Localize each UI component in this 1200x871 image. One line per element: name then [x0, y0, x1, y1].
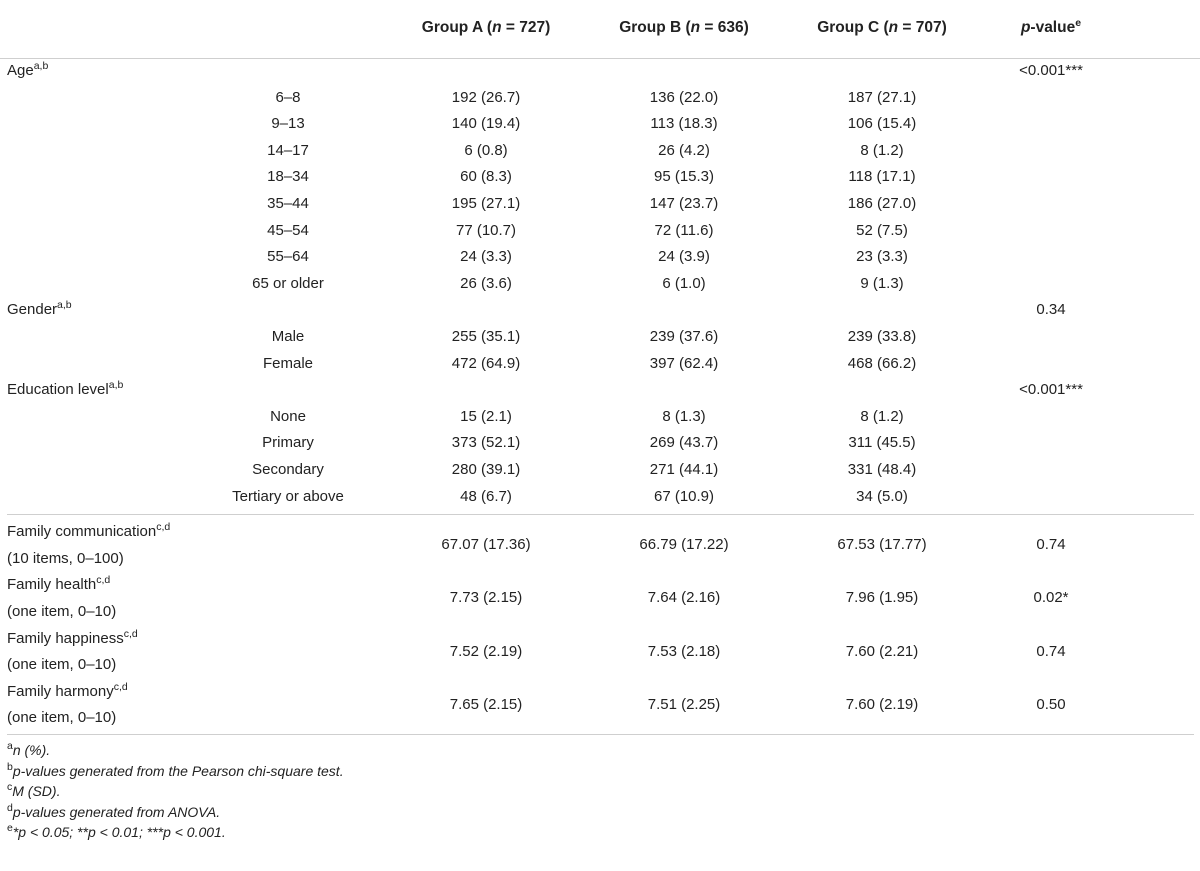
footnote: [7, 742, 50, 758]
footnote-text: n (%).: [12, 742, 51, 758]
measure-scale-note: (one item, 0–10): [7, 602, 117, 620]
subcategory-label: 14–17: [267, 141, 309, 159]
category-row: [0, 377, 1200, 404]
group-a-cell: 60 (8.3): [460, 168, 512, 186]
group-a-cell: 192 (26.7): [451, 88, 521, 106]
group-c-cell: 7.60 (2.19): [845, 695, 919, 713]
table-row: [0, 457, 1200, 484]
table-row: [0, 218, 1200, 245]
group-c-cell: 7.60 (2.21): [845, 642, 919, 660]
group-b-cell: 271 (44.1): [649, 461, 719, 478]
group-c-cell: 34 (5.0): [856, 487, 908, 505]
group-a-cell: 7.65 (2.15): [449, 695, 523, 713]
group-c-cell: 106 (15.4): [847, 115, 917, 133]
measure-label-text: Family communication: [7, 523, 157, 541]
category-label: [7, 381, 123, 398]
measure-values: [0, 692, 1200, 719]
footnote-text: M (SD).: [12, 783, 61, 799]
measure-row: [0, 572, 1200, 620]
header-p-value: p-value$^e$: [1020, 17, 1082, 36]
group-a-cell: 15 (2.1): [460, 407, 512, 425]
group-b-cell: 72 (11.6): [654, 221, 714, 239]
measure-values: [0, 639, 1200, 666]
group-c-cell: 67.53 (17.77): [837, 536, 927, 554]
group-b-cell: 26 (4.2): [658, 141, 710, 159]
p-value-cell: 0.74: [1036, 536, 1066, 554]
measure-values: [0, 532, 1200, 559]
p-value-cell: 0.02*: [1033, 589, 1069, 607]
group-c-cell: 186 (27.0): [847, 195, 917, 212]
group-b-cell: 66.79 (17.22): [639, 536, 729, 554]
group-a-cell: 195 (27.1): [451, 195, 521, 212]
group-a-cell: 67.07 (17.36): [441, 536, 531, 554]
group-b-cell: 95 (15.3): [653, 168, 715, 186]
group-a-cell: 7.73 (2.15): [449, 589, 523, 607]
table-row: [0, 324, 1200, 351]
section-divider: [7, 514, 1194, 515]
group-a-cell: 255 (35.1): [451, 328, 521, 345]
group-b-cell: 67 (10.9): [653, 487, 715, 505]
group-b-cell: 7.64 (2.16): [647, 589, 721, 607]
table-row: [0, 430, 1200, 457]
footnote-marker: c: [7, 781, 13, 793]
table-row: [0, 404, 1200, 431]
p-value-cell: 0.50: [1036, 695, 1066, 713]
header-group-a: Group A (n = 727): [421, 19, 551, 36]
measure-label-text: Family harmony: [7, 682, 114, 700]
category-row: [0, 58, 1200, 85]
subcategory-label: 18–34: [267, 168, 309, 186]
category-label-text: Education level: [7, 381, 109, 399]
group-a-cell: 77 (10.7): [455, 221, 517, 239]
p-value-cell: <0.001***: [1019, 62, 1083, 79]
measure-label-text: Family health: [7, 576, 97, 594]
group-a-cell: 6 (0.8): [464, 141, 508, 159]
measure-scale-note: (one item, 0–10): [7, 656, 117, 674]
subcategory-label: 45–54: [267, 221, 309, 239]
group-b-cell: 397 (62.4): [649, 354, 719, 372]
measure-values: [0, 585, 1200, 612]
subcategory-label: Tertiary or above: [232, 487, 344, 505]
group-b-cell: 147 (23.7): [649, 195, 719, 212]
measure-row: [0, 626, 1200, 674]
table-row: [0, 111, 1200, 138]
measure-scale-note: (one item, 0–10): [7, 709, 117, 727]
subcategory-label: Secondary: [252, 461, 324, 478]
footnote-marker: a: [7, 740, 13, 752]
group-b-cell: 6 (1.0): [662, 274, 706, 292]
category-label-text: Age: [7, 62, 34, 79]
subcategory-label: 55–64: [267, 248, 309, 266]
group-c-cell: 187 (27.1): [847, 88, 917, 106]
footnote: [7, 783, 60, 799]
category-label-superscript: a,b: [57, 299, 72, 312]
measure-label-superscript: c,d: [96, 574, 111, 587]
group-b-cell: 7.53 (2.18): [647, 642, 721, 660]
measure-scale-note: (10 items, 0–100): [7, 549, 124, 567]
footnote-marker: e: [7, 822, 13, 834]
group-a-cell: 140 (19.4): [451, 115, 521, 133]
measure-row: [0, 679, 1200, 727]
group-a-cell: 7.52 (2.19): [449, 642, 523, 660]
table-header: [0, 0, 1200, 59]
category-label: [7, 62, 48, 79]
group-c-cell: 52 (7.5): [856, 221, 908, 239]
group-a-cell: 48 (6.7): [460, 487, 512, 505]
group-b-cell: 113 (18.3): [650, 115, 718, 133]
table-row: [0, 164, 1200, 191]
subcategory-label: Primary: [262, 434, 314, 452]
footnote-text: *p < 0.05; **p < 0.01; ***p < 0.001.: [12, 824, 226, 840]
subcategory-label: Male: [271, 328, 305, 345]
table-row: [0, 191, 1200, 218]
group-c-cell: 9 (1.3): [860, 274, 904, 292]
category-label: [7, 301, 72, 318]
table-row: [0, 138, 1200, 165]
footnote: [7, 760, 344, 779]
category-label-superscript: a,b: [33, 60, 49, 72]
group-a-cell: 24 (3.3): [460, 248, 512, 266]
group-c-cell: 311 (45.5): [848, 434, 916, 452]
group-b-cell: 24 (3.9): [658, 248, 710, 266]
group-c-cell: 23 (3.3): [856, 248, 908, 266]
footnote-text: p-values generated from ANOVA.: [12, 803, 221, 820]
footnote: [7, 824, 226, 840]
table-row: [0, 85, 1200, 112]
footnote-marker: d: [7, 801, 13, 814]
group-a-cell: 280 (39.1): [451, 461, 521, 478]
subcategory-label: 65 or older: [252, 274, 324, 292]
p-value-cell: 0.74: [1036, 642, 1066, 660]
table-bottom-rule: [7, 734, 1194, 735]
header-group-b: Group B (n = 636): [619, 19, 749, 36]
measure-label-text: Family happiness: [7, 629, 124, 647]
group-a-cell: 26 (3.6): [460, 274, 512, 292]
group-c-cell: 8 (1.2): [860, 407, 904, 425]
group-b-cell: 7.51 (2.25): [647, 695, 721, 713]
group-a-cell: 472 (64.9): [451, 354, 521, 372]
p-value-cell: 0.34: [1036, 301, 1066, 319]
group-c-cell: 331 (48.4): [847, 461, 917, 478]
group-c-cell: 7.96 (1.95): [845, 589, 919, 607]
category-label-superscript: a,b: [108, 379, 124, 392]
subcategory-label: 6–8: [275, 88, 301, 106]
group-c-cell: 468 (66.2): [847, 354, 917, 372]
table-row: [0, 484, 1200, 511]
table-row: [0, 244, 1200, 271]
group-b-cell: 269 (43.7): [649, 434, 719, 452]
table-row: [0, 271, 1200, 298]
subcategory-label: Female: [262, 354, 314, 372]
group-c-cell: 118 (17.1): [848, 168, 916, 186]
group-b-cell: 239 (37.6): [649, 328, 719, 345]
group-b-cell: 136 (22.0): [649, 88, 719, 106]
category-row: [0, 297, 1200, 324]
subcategory-label: 35–44: [267, 195, 309, 212]
header-group-c: Group C (n = 707): [817, 19, 947, 36]
measure-label-superscript: c,d: [113, 680, 128, 693]
table-row: [0, 351, 1200, 378]
category-label-text: Gender: [7, 301, 58, 319]
subcategory-label: None: [270, 407, 306, 425]
footnote: [7, 801, 221, 820]
footnote-text: p-values generated from the Pearson chi-square test.: [12, 762, 344, 779]
footnote-marker: b: [7, 760, 13, 773]
group-c-cell: 239 (33.8): [847, 328, 917, 345]
group-a-cell: 373 (52.1): [451, 434, 521, 452]
measure-row: [0, 519, 1200, 567]
measure-label-superscript: c,d: [123, 627, 138, 640]
subcategory-label: 9–13: [271, 115, 305, 133]
group-b-cell: 8 (1.3): [662, 407, 706, 425]
group-c-cell: 8 (1.2): [860, 141, 904, 159]
p-value-cell: <0.001***: [1019, 381, 1083, 399]
measure-label-superscript: c,d: [156, 521, 171, 534]
